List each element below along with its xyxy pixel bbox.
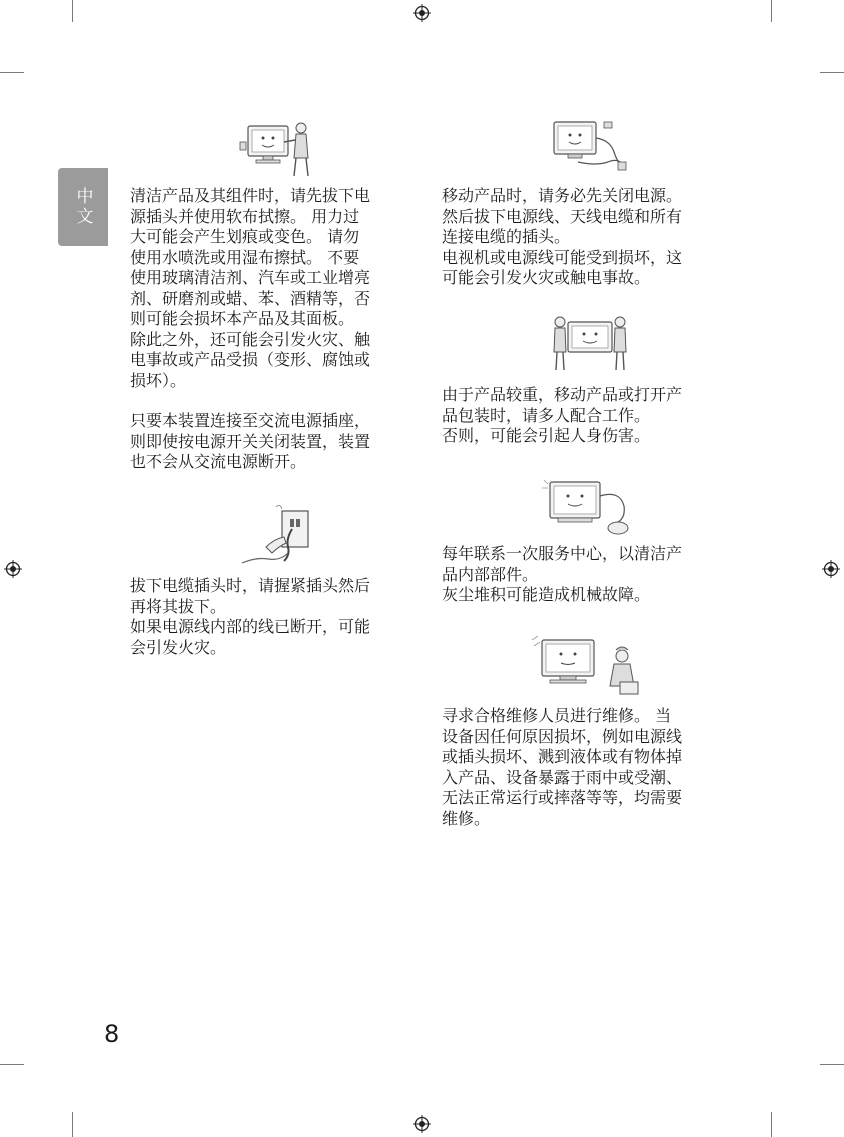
carrying-tv-illustration-icon bbox=[552, 312, 628, 374]
qualified-service-text: 寻求合格维修人员进行维修。 当 设备因任何原因损坏，例如电源线 或插头损坏、溅到液体或有物体掉 入产品、设备暴露于雨中或受潮、 无法正常运行或摔落等等，均需要 维修。 bbox=[442, 706, 683, 828]
language-tab-label: 中文 bbox=[72, 187, 93, 227]
crop-mark bbox=[771, 0, 772, 22]
annual-service-text: 每年联系一次服务中心，以清洁产 品内部部件。 灰尘堆积可能造成机械故障。 bbox=[442, 544, 683, 604]
moving-product-text: 移动产品时，请务必先关闭电源。 然后拔下电源线、天线电缆和所有 连接电缆的插头。 电视机或电源线可能受到损坏，这 可能会引发火灾或触电事故。 bbox=[442, 186, 683, 287]
page-number: 8 bbox=[104, 1020, 120, 1048]
moving-tv-cables-illustration-icon bbox=[548, 118, 630, 178]
heavy-product-text: 由于产品较重，移动产品或打开产 品包装时，请多人配合工作。 否则，可能会引起人身伤害。 bbox=[442, 385, 683, 445]
crop-mark bbox=[72, 1112, 73, 1137]
registration-mark-icon bbox=[822, 560, 840, 578]
crop-mark bbox=[820, 1064, 844, 1065]
cleaning-instructions-text: 清洁产品及其组件时，请先拔下电 源插头并使用软布拭擦。 用力过 大可能会产生划痕或变色。 请勿 使用水喷洗或用湿布擦拭。 不要 使用玻璃清洁剂、汽车或工业增亮 剂、研磨剂或蜡、苯、酒精等，否 则可能会损坏本产品及其面板。 除此之外，还可能会引发火灾、触 电事故或产品受损（变形、腐蚀或 损坏）。 bbox=[130, 186, 371, 390]
crop-mark bbox=[0, 1064, 24, 1065]
crop-mark bbox=[771, 1112, 772, 1137]
registration-mark-icon bbox=[4, 560, 22, 578]
registration-mark-icon bbox=[413, 1115, 431, 1133]
ac-power-notice-text: 只要本装置连接至交流电源插座， 则即使按电源开关关闭装置，装置 也不会从交流电源断开。 bbox=[130, 411, 371, 471]
crop-mark bbox=[72, 0, 73, 22]
registration-mark-icon bbox=[413, 4, 431, 22]
service-cleaning-illustration-icon bbox=[540, 476, 634, 538]
repair-technician-illustration-icon bbox=[530, 634, 644, 700]
crop-mark bbox=[820, 72, 844, 73]
unplug-cable-illustration-icon bbox=[236, 503, 316, 569]
unplug-instructions-text: 拔下电缆插头时，请握紧插头然后 再将其拔下。 如果电源线内部的线已断开，可能 会引发火灾。 bbox=[130, 576, 371, 657]
crop-mark bbox=[0, 72, 24, 73]
language-tab bbox=[58, 168, 108, 246]
cleaning-tv-illustration-icon bbox=[238, 118, 316, 180]
